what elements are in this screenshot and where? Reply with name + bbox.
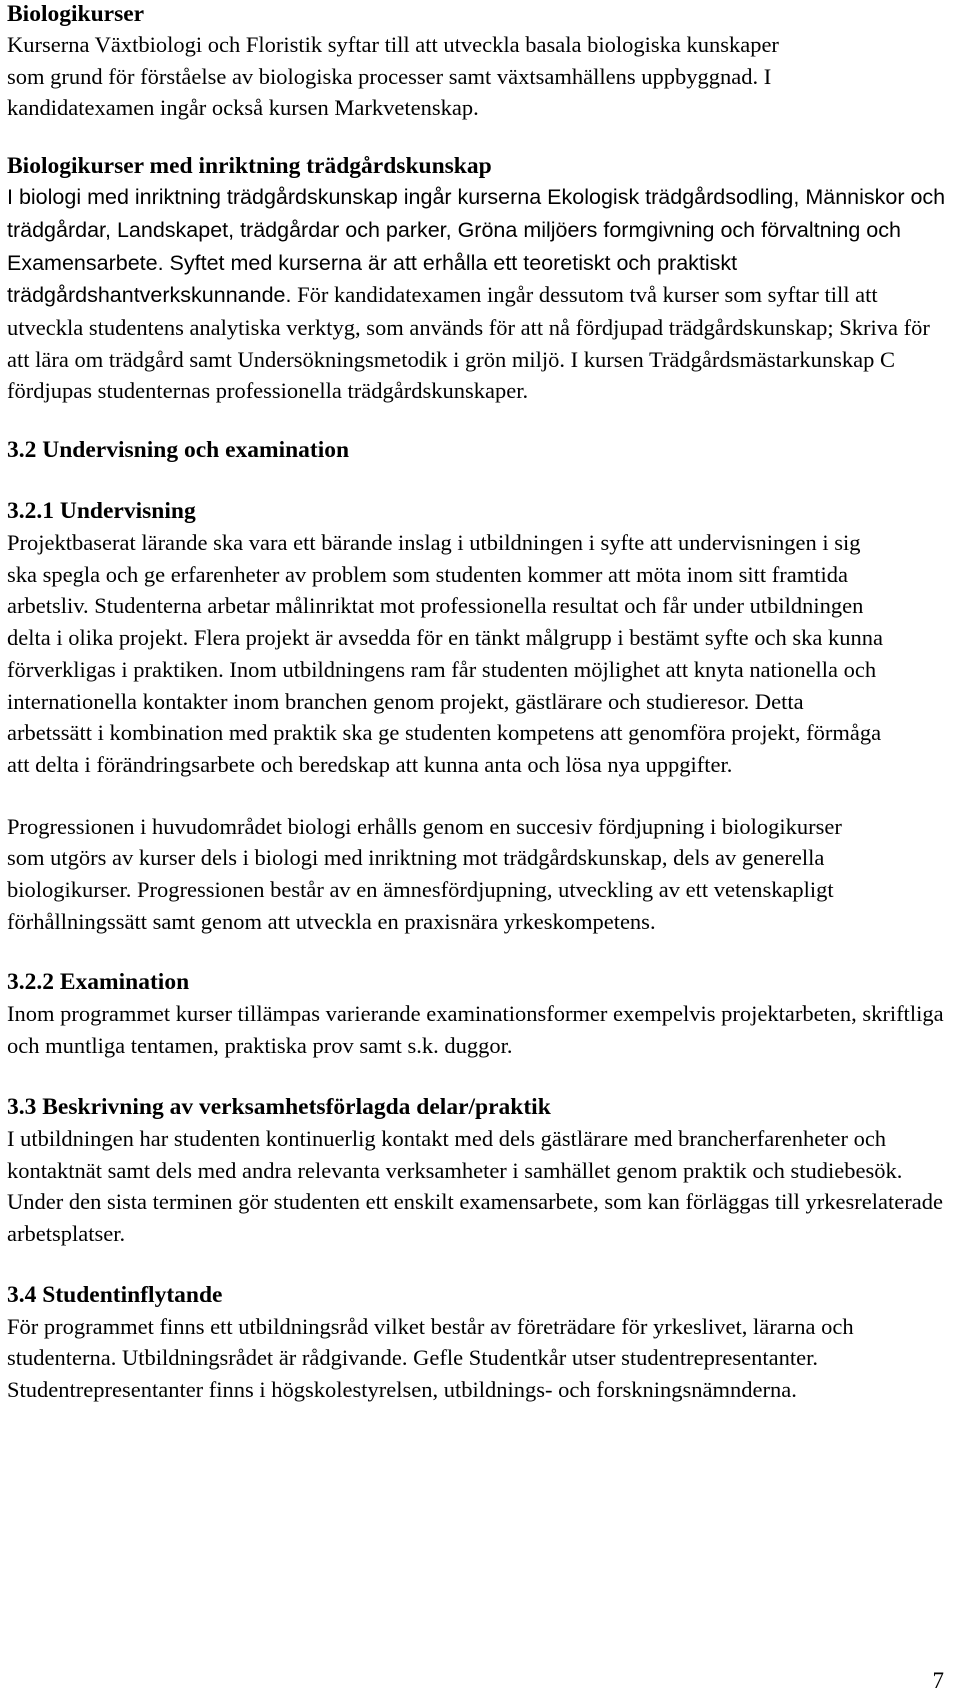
heading-biologikurser: Biologikurser bbox=[7, 1, 145, 27]
paragraph-biologikurser-tradgard bbox=[7, 181, 953, 407]
heading-section-3-3: 3.3 Beskrivning av verksamhetsförlagda delar/praktik bbox=[7, 1093, 551, 1120]
heading-biologikurser-tradgard: Biologikurser med inriktning trädgårdskunskap bbox=[7, 153, 492, 180]
paragraph-section-3-3: I utbildningen har studenten kontinuerlig kontakt med dels gästlärare med brancherfarenheter och kontaktnät samt dels med andra relevanta verksamheter i samhället genom praktik och studiebesök. Under den sista terminen gör studenten ett enskilt examensarbete, som kan förläggas till yrkesrelaterade arbetsplatser. bbox=[7, 1125, 943, 1246]
heading-section-3-2-1: 3.2.1 Undervisning bbox=[7, 498, 196, 525]
document-page bbox=[7, 0, 953, 1406]
paragraph-progression: Progressionen i huvudområdet biologi erhålls genom en succesiv fördjupning i biologikurser som utgörs av kurser dels i biologi med inriktning mot trädgårdskunskap, dels av generella biologikurser. Progressionen består av en ämnesfördjupning, utveckling av ett vetenskapligt förhållningssätt samt genom att utveckla en praxisnära yrkeskompetens. bbox=[7, 813, 842, 934]
heading-section-3-2: 3.2 Undervisning och examination bbox=[7, 437, 350, 464]
paragraph-tradgard-part-a: I biologi med inriktning trädgårdskunskap ingår kurserna Ekologisk trädgårdsodling, Människor och trädgårdar, Landskapet, trädgårdar och parker, Gröna miljöers formgivning och förvaltning och Examensarbete. Syftet med kurserna är att erhålla ett teoretiskt och praktiskt trädgårdshantverkskunnande. bbox=[7, 185, 946, 308]
heading-section-3-4: 3.4 Studentinflytande bbox=[7, 1281, 223, 1308]
paragraph-section-3-4: För programmet finns ett utbildningsråd vilket består av företrädare för yrkeslivet, lärarna och studenterna. Utbildningsrådet är rådgivande. Gefle Studentkår utser studentrepresentanter. Studentrepresentanter finns i högskolestyrelsen, utbildnings- och forskningsnämnderna. bbox=[7, 1313, 854, 1403]
paragraph-section-3-2-2: Inom programmet kurser tillämpas varierande examinationsformer exempelvis projektarbeten, skriftliga och muntliga tentamen, praktiska prov samt s.k. duggor. bbox=[7, 1001, 944, 1059]
paragraph-tradgard-part-b: För kandidatexamen ingår dessutom två kurser som syftar till att utveckla studentens analytiska verktyg, som används för att nå fördjupad trädgårdskunskap; Skriva för att lära om trädgård samt Undersökningsmetodik i grön miljö. I kursen Trädgårdsmästarkunskap C fördjupas studenternas professionella trädgårdskunskaper. bbox=[7, 282, 930, 404]
page-number: 7 bbox=[932, 1668, 944, 1693]
paragraph-biologikurser: Kurserna Växtbiologi och Floristik syftar till att utveckla basala biologiska kunskaper som grund för förståelse av biologiska processer samt växtsamhällens uppbyggnad. I kandidatexamen ingår också kursen Markvetenskap. bbox=[7, 32, 779, 121]
heading-section-3-2-2: 3.2.2 Examination bbox=[7, 969, 190, 996]
paragraph-section-3-2-1: Projektbaserat lärande ska vara ett bärande inslag i utbildningen i syfte att undervisningen i sig ska spegla och ge erfarenheter av problem som studenten kommer att möta inom sitt framtida arbetsliv. Studenterna arbetar målinriktat mot professionella resultat och får under utbildningen delta i olika projekt. Flera projekt är avsedda för en tänkt målgrupp i bestämt syfte och ska kunna förverkligas i praktiken. Inom utbildningens ram får studenten möjlighet att knyta nationella och internationella kontakter inom branchen genom projekt, gästlärare och studieresor. Detta arbetssätt i kombination med praktik ska ge studenten kompetens att genomföra projekt, förmåga att delta i förändringsarbete och beredskap att kunna anta och lösa nya uppgifter. bbox=[7, 530, 883, 777]
